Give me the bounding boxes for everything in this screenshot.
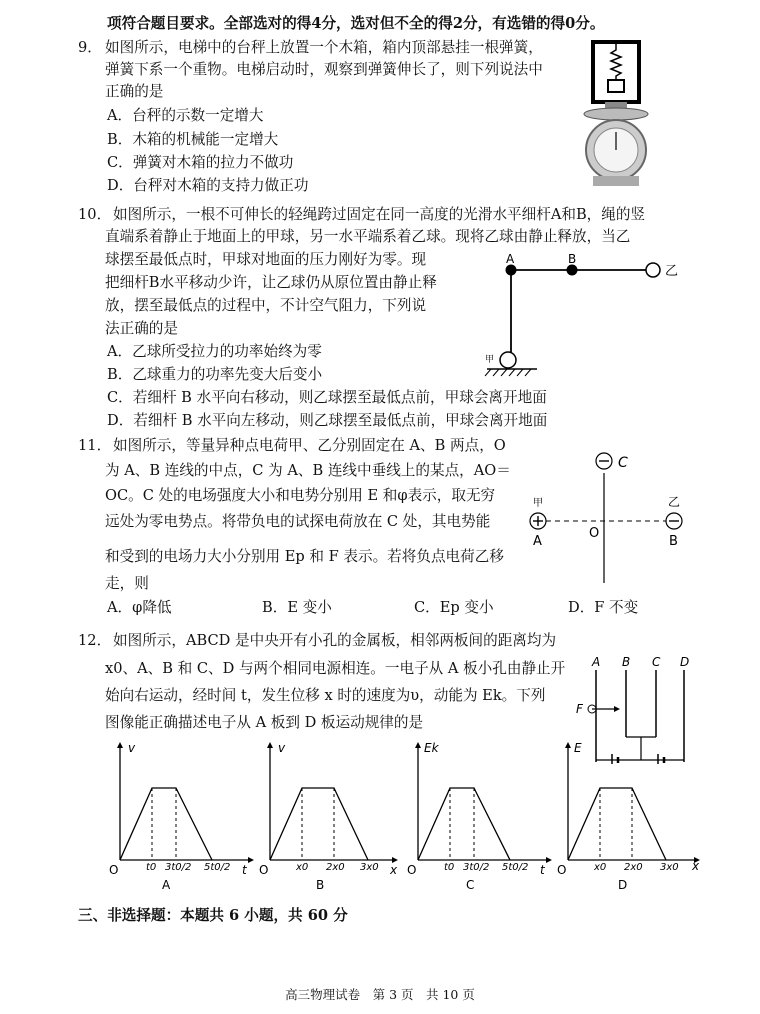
- q9-line-3: 正确的是: [105, 83, 164, 100]
- graph-c-tick-1: t0: [444, 862, 455, 873]
- q11-label-a: A: [533, 534, 542, 549]
- graph-a-tick-2: 3t0/2: [165, 862, 192, 873]
- q12-line-1: 如图所示，ABCD 是中央开有小孔的金属板，相邻两板间的距离均为: [113, 632, 557, 649]
- q9-option-c: C．弹簧对木箱的拉力不做功: [107, 154, 294, 171]
- q10-label-a: A: [506, 252, 515, 266]
- q11-line-1: 如图所示，等量异种点电荷甲、乙分别固定在 A、B 两点，O: [113, 437, 506, 454]
- graph-b-caption: B: [316, 878, 325, 892]
- q11-line-2: 为 A、B 连线的中点，C 为 A、B 连线中垂线上的某点，AO＝: [105, 462, 511, 479]
- q9-option-b: B．木箱的机械能一定增大: [107, 131, 279, 148]
- q10-option-c: C．若细杆 B 水平向右移动，则乙球摆至最低点前，甲球会离开地面: [107, 389, 547, 406]
- q11-label-c: C: [618, 455, 628, 471]
- q9-option-a: A．台秤的示数一定增大: [107, 107, 264, 124]
- graph-d-tick-3: 3x0: [660, 862, 679, 873]
- q11-option-a: A．φ降低: [107, 599, 172, 616]
- graph-b-tick-3: 3x0: [360, 862, 379, 873]
- graph-d-origin: O: [557, 863, 567, 877]
- graph-a-ylabel: v: [128, 741, 136, 755]
- graph-a: [109, 741, 254, 892]
- graph-c-ylabel: Ek: [424, 741, 439, 755]
- q12-number: 12．: [78, 632, 112, 649]
- q11-label-o: O: [589, 526, 600, 541]
- q9-scale-figure: [575, 38, 655, 188]
- graph-a-tick-1: t0: [146, 862, 157, 873]
- graph-a-xlabel: t: [242, 863, 247, 877]
- q11-number: 11．: [78, 437, 112, 454]
- graph-c-caption: C: [466, 878, 475, 892]
- q11-option-b: B．E 变小: [262, 599, 332, 616]
- graph-d-xlabel: x: [692, 859, 700, 873]
- q10-line-2: 直端系着静止于地面上的甲球，另一水平端系着乙球。现将乙球由静止释放，当乙: [105, 228, 631, 245]
- q12-plate-b: B: [622, 655, 631, 669]
- q10-label-b: B: [568, 252, 577, 266]
- q11-option-c: C．Ep 变小: [414, 599, 494, 616]
- q11-option-d: D．F 不变: [568, 599, 639, 616]
- q12-plate-a: A: [592, 655, 601, 669]
- q11-line-4: 远处为零电势点。将带负电的试探电荷放在 C 处，其电势能: [105, 513, 491, 530]
- q11-line-5: 和受到的电场力大小分别用 Ep 和 F 表示。若将负点电荷乙移: [105, 548, 504, 565]
- q10-line-6: 法正确的是: [105, 320, 178, 337]
- graph-d-tick-1: x0: [594, 862, 607, 873]
- q12-line-4: 图像能正确描述电子从 A 板到 D 板运动规律的是: [105, 714, 424, 731]
- q9-number: 9．: [78, 39, 102, 56]
- graph-d-tick-2: 2x0: [624, 862, 643, 873]
- q12-force-label: F: [576, 702, 583, 716]
- q11-label-b: B: [669, 534, 678, 549]
- q12-plate-c: C: [652, 655, 661, 669]
- q12-plate-d: D: [680, 655, 690, 669]
- q10-label-jia: 甲: [485, 355, 495, 365]
- graph-d: [557, 741, 700, 892]
- graph-c-origin: O: [407, 863, 417, 877]
- graph-b-tick-1: x0: [296, 862, 309, 873]
- q10-option-b: B．乙球重力的功率先变大后变小: [107, 366, 323, 383]
- page-footer: 高三物理试卷 第 3 页 共 10 页: [285, 987, 475, 1002]
- q10-number: 10．: [78, 206, 112, 223]
- graph-a-curve: [120, 788, 212, 860]
- q12-graphs: [100, 736, 710, 896]
- q12-line-3: 始向右运动，经时间 t，发生位移 x 时的速度为υ，动能为 Ek。下列: [105, 687, 546, 704]
- q10-pendulum-figure: [475, 252, 695, 382]
- graph-a-tick-3: 5t0/2: [204, 862, 231, 873]
- graph-c: [407, 741, 552, 892]
- q11-label-jia: 甲: [533, 498, 543, 509]
- graph-b-xlabel: x: [390, 863, 398, 877]
- graph-d-ylabel: E: [574, 741, 582, 755]
- q10-option-d: D．若细杆 B 水平向左移动，则乙球摆至最低点前，甲球会离开地面: [107, 412, 548, 429]
- q9-option-d: D．台秤对木箱的支持力做正功: [107, 177, 309, 194]
- graph-b-curve: [270, 788, 368, 860]
- instruction-line: 项符合题目要求。全部选对的得4分，选对但不全的得2分，有选错的得0分。: [107, 15, 605, 32]
- graph-a-origin: O: [109, 863, 119, 877]
- q10-line-3: 球摆至最低点时，甲球对地面的压力刚好为零。现: [105, 251, 427, 268]
- graph-c-tick-2: 3t0/2: [463, 862, 490, 873]
- q11-label-yi: 乙: [668, 495, 681, 509]
- q9-line-1: 如图所示，电梯中的台秤上放置一个木箱，箱内顶部悬挂一根弹簧，: [105, 39, 543, 56]
- q12-line-2: x0、A、B 和 C、D 与两个相同电源相连。一电子从 A 板小孔由静止开: [105, 660, 566, 677]
- graph-b-ylabel: v: [278, 741, 286, 755]
- q10-line-1: 如图所示，一根不可伸长的轻绳跨过固定在同一高度的光滑水平细杆A和B，绳的竖: [113, 206, 646, 223]
- q9-line-2: 弹簧下系一个重物。电梯启动时，观察到弹簧伸长了，则下列说法中: [105, 61, 543, 78]
- q10-line-4: 把细杆B水平移动少许，让乙球仍从原位置由静止释: [105, 274, 437, 291]
- graph-a-caption: A: [162, 878, 171, 892]
- q10-label-yi: 乙: [665, 264, 679, 279]
- q11-line-3: OC。C 处的电场强度大小和电势分别用 E 和φ表示，取无穷: [105, 487, 496, 504]
- graph-d-curve: [568, 788, 666, 860]
- graph-c-xlabel: t: [540, 863, 545, 877]
- q10-option-a: A．乙球所受拉力的功率始终为零: [107, 343, 322, 360]
- graph-b-tick-2: 2x0: [326, 862, 345, 873]
- graph-b-origin: O: [259, 863, 269, 877]
- q11-line-6: 走，则: [105, 575, 149, 592]
- graph-b: [259, 741, 398, 892]
- q10-line-5: 放，摆至最低点的过程中，不计空气阻力，下列说: [105, 297, 427, 314]
- graph-c-tick-3: 5t0/2: [502, 862, 529, 873]
- graph-c-curve: [418, 788, 510, 860]
- graph-d-caption: D: [618, 878, 628, 892]
- section-3-heading: 三、非选择题：本题共 6 小题，共 60 分: [78, 907, 348, 924]
- q11-charges-figure: [520, 443, 700, 585]
